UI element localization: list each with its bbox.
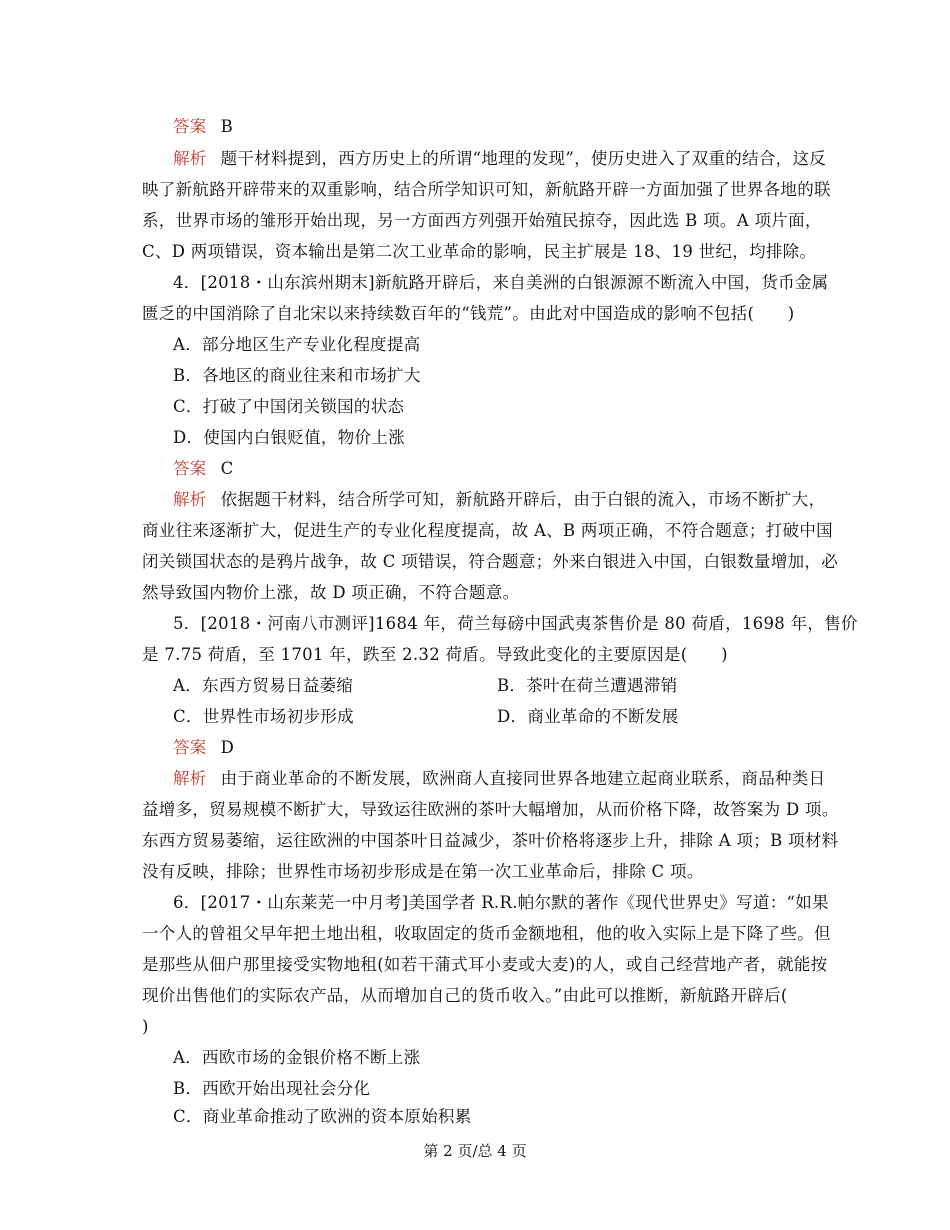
answer-label: 答案 — [173, 117, 207, 136]
analysis-label: 解析 — [173, 769, 207, 788]
q5-option-b: B．茶叶在荷兰遭遇滞销 — [497, 676, 678, 695]
q5-analysis-line-2: 益增多，贸易规模不断扩大，导致运往欧洲的茶叶大幅增加，从而价格下降，故答案为 D 项。 — [142, 800, 839, 819]
q3-answer-line — [173, 117, 233, 137]
q4-analysis-line-3: 闭关锁国状态的是鸦片战争，故 C 项错误，符合题意；外来白银进入中国，白银数量增加，必 — [142, 552, 839, 571]
page-footer: 第 2 页/总 4 页 — [423, 1142, 527, 1160]
q5-option-d: D．商业革命的不断发展 — [497, 707, 679, 726]
q5-stem-line-1: 5．[2018・河南八市测评]1684 年，荷兰每磅中国武夷茶售价是 80 荷盾，1698 年，售价 — [173, 614, 858, 633]
q5-answer-line — [173, 738, 234, 758]
analysis-label: 解析 — [173, 149, 207, 168]
q3-analysis-line-3: 系，世界市场的雏形开始出现，另一方面西方列强开始殖民掠夺，因此选 B 项。A 项片面， — [142, 211, 822, 230]
q5-analysis-line-4: 没有反映，排除；世界性市场初步形成是在第一次工业革命后，排除 C 项。 — [142, 862, 704, 881]
q4-option-b: B．各地区的商业往来和市场扩大 — [173, 366, 421, 385]
q5-analysis-line-3: 东西方贸易萎缩，运往欧洲的中国茶叶日益减少，茶叶价格将逐步上升，排除 A 项；B 项材料 — [142, 831, 839, 850]
q6-option-a: A．西欧市场的金银价格不断上涨 — [173, 1048, 421, 1067]
q4-analysis-line-1 — [173, 490, 825, 510]
q6-option-b: B．西欧开始出现社会分化 — [173, 1079, 371, 1098]
q4-option-a: A．部分地区生产专业化程度提高 — [173, 335, 421, 354]
q6-stem-line-5: ) — [142, 1017, 149, 1036]
q4-analysis-line-2: 商业往来逐渐扩大，促进生产的专业化程度提高，故 A、B 两项正确，不符合题意；打破中国 — [142, 521, 833, 540]
q5-analysis-line-1 — [173, 769, 825, 789]
q4-stem-line-1: 4．[2018・山东滨州期末]新航路开辟后，来自美洲的白银源源不断流入中国，货币金属 — [173, 273, 829, 292]
q6-option-c: C．商业革命推动了欧洲的资本原始积累 — [173, 1107, 472, 1126]
answer-value: C — [220, 459, 234, 478]
q3-analysis-line-2: 映了新航路开辟带来的双重影响，结合所学知识可知，新航路开辟一方面加强了世界各地的联 — [142, 180, 831, 199]
analysis-text: 由于商业革命的不断发展，欧洲商人直接同世界各地建立起商业联系，商品种类日 — [220, 769, 826, 788]
answer-value: D — [220, 738, 235, 757]
q6-stem-line-1: 6．[2017・山东莱芜一中月考]美国学者 R.R.帕尔默的著作《现代世界史》写道：“如果 — [173, 893, 829, 912]
answer-label: 答案 — [173, 459, 207, 478]
q5-stem-line-2: 是 7.75 荷盾，至 1701 年，跌至 2.32 荷盾。导致此变化的主要原因是( ) — [142, 645, 728, 664]
q4-answer-line — [173, 459, 234, 479]
q4-analysis-line-4: 然导致国内物价上涨，故 D 项正确，不符合题意。 — [142, 583, 520, 602]
q4-option-d: D．使国内白银贬值，物价上涨 — [173, 428, 405, 447]
q4-stem-line-2: 匮乏的中国消除了自北宋以来持续数百年的“钱荒”。由此对中国造成的影响不包括( ) — [142, 304, 795, 323]
answer-value: B — [220, 117, 234, 136]
q5-option-c: C．世界性市场初步形成 — [173, 707, 354, 726]
answer-label: 答案 — [173, 738, 207, 757]
q6-stem-line-3: 是那些从佃户那里接受实物地租(如若干蒲式耳小麦或大麦)的人，或自己经营地产者，就能按 — [142, 955, 828, 974]
q5-option-a: A．东西方贸易日益萎缩 — [173, 676, 354, 695]
q6-stem-line-2: 一个人的曾祖父早年把土地出租，收取固定的货币金额地租，他的收入实际上是下降了些。但 — [142, 924, 831, 943]
analysis-text: 题干材料提到，西方历史上的所谓“地理的发现”，使历史进入了双重的结合，这反 — [220, 149, 827, 168]
q6-stem-line-4: 现价出售他们的实际农产品，从而增加自己的货币收入。”由此可以推断，新航路开辟后( — [142, 986, 788, 1005]
analysis-text: 依据题干材料，结合所学可知，新航路开辟后，由于白银的流入，市场不断扩大， — [220, 490, 826, 509]
q3-analysis-line-4: C、D 两项错误，资本输出是第二次工业革命的影响，民主扩展是 18、19 世纪，均排除。 — [142, 242, 817, 261]
q3-analysis-line-1 — [173, 149, 826, 169]
analysis-label: 解析 — [173, 490, 207, 509]
q4-option-c: C．打破了中国闭关锁国的状态 — [173, 397, 405, 416]
